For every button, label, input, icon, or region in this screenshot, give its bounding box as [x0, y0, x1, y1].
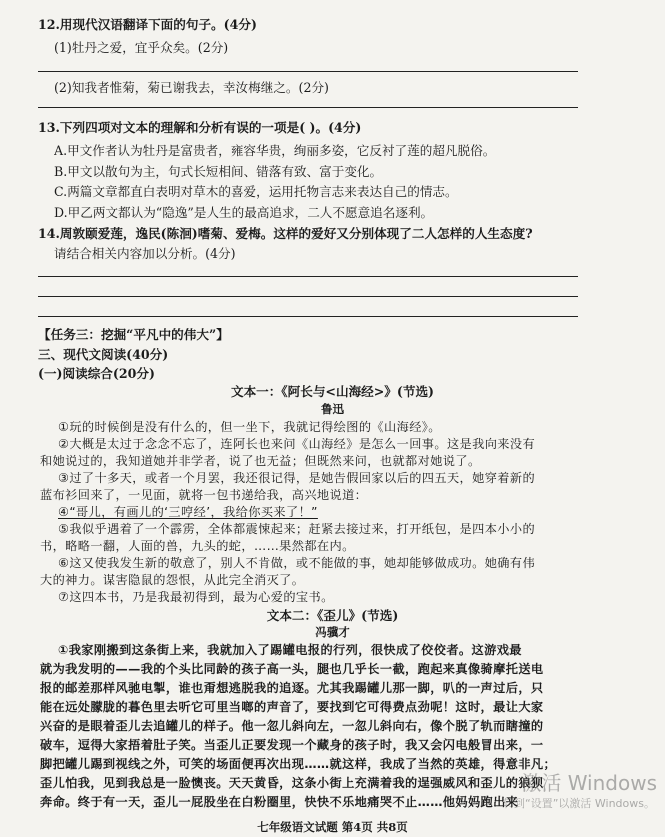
text2-line: 报的邮差那样风驰电掣，谁也甭想逃脱我的追逐。尤其我踢罐儿那一脚，叭的一声过后，只	[40, 681, 544, 695]
text1-line: 和她说过的，我知道她并非学者，说了也无益；但既然来问，也就都对她说了。	[40, 454, 481, 468]
answer-line	[38, 276, 578, 277]
text1-line: ⑤我似乎遇着了一个霹雳，全体都震悚起来；赶紧去接过来，打开纸包，是四本小小的	[58, 522, 536, 536]
text1-title: 文本一：《阿长与<山海经>》(节选)	[230, 384, 435, 399]
text1-line: 大的神力。谋害隐鼠的怨恨，从此完全消灭了。	[40, 573, 305, 587]
text1-line: ③过了十多天，或者一个月罢，我还很记得，是她告假回家以后的四五天，她穿着新的	[58, 471, 536, 485]
answer-line	[38, 71, 578, 72]
q12-stem: 12.用现代汉语翻译下面的句子。(4分)	[38, 17, 257, 32]
text2-line: 能在远处朦胧的暮色里去听它可里当啷的声音了，要找到它可得费点劲呢！这时，最让大家	[40, 700, 544, 714]
text1-line: ⑥这又使我发生新的敬意了，别人不肯做，或不能做的事，她却能够做成功。她确有伟	[58, 556, 536, 570]
text2-line: 歪儿怕我，见到我总是一脸懊丧。天天黄昏，这条小街上充满着我的逞强威风和歪儿的狼狈	[40, 776, 544, 790]
q14-stem-cont: 请结合相关内容加以分析。(4分)	[54, 246, 236, 261]
q13-option-d: D.甲乙两文都认为“隐逸”是人生的最高追求，二人不愿意追名逐利。	[54, 205, 434, 220]
text1-line: ④“哥儿，有画儿的‘三哼经’，我给你买来了！”	[58, 505, 318, 519]
q12-part1: (1)牡丹之爱，宜乎众矣。(2分)	[54, 40, 229, 55]
text2-line: 破车，逗得大家捂着肚子笑。当歪儿正要发现一个藏身的孩子时，我又会闪电般冒出来，一	[40, 738, 544, 752]
text2-line: 就为我发明的——我的个头比同龄的孩子高一头，腿也几乎长一截，跑起来真像骑摩托送电	[40, 662, 544, 676]
text2-line: 脚把罐儿踢到视线之外，可笑的场面便再次出现……就这样，我成了当然的英雄，得意非凡；	[40, 757, 557, 771]
text1-line: ②大概是太过于念念不忘了，连阿长也来问《山海经》是怎么一回事。这是我向来没有	[58, 437, 536, 451]
text2-line: ①我家刚搬到这条街上来，我就加入了踢罐电报的行列，很快成了佼佼者。这游戏最	[58, 643, 522, 657]
q14-stem: 14.周敦颐爱莲，逸民(陈洄)嗜菊、爱梅。这样的爱好又分别体现了二人怎样的人生态度?	[38, 226, 533, 241]
section-heading: 三、现代文阅读(40分)	[38, 347, 169, 362]
activation-watermark: 激活 Windows	[521, 771, 657, 795]
text1-line: ⑦这四本书，乃是我最初得到，最为心爱的宝书。	[58, 590, 334, 604]
text1-line: 书，略略一翻，人面的兽，九头的蛇，……果然都在内。	[40, 539, 355, 553]
text1-line: 蓝布衫回来了，一见面，就将一包书递给我，高兴地说道：	[40, 488, 368, 502]
page-footer: 七年级语文试题 第4页 共8页	[257, 820, 408, 834]
q13-option-c: C.两篇文章都直白表明对草木的喜爱，运用托物言志来表达自己的情志。	[54, 184, 458, 199]
q13-stem: 13.下列四项对文本的理解和分析有误的一项是( )。(4分)	[38, 120, 362, 135]
answer-line	[38, 296, 578, 297]
text2-line: 奔命。终于有一天，歪儿一屁股坐在白粉圈里，快快不乐地痛哭不止……他妈妈跑出来	[40, 795, 519, 809]
activation-watermark-subtitle: 转到“设置”以激活 Windows。	[503, 797, 655, 810]
q13-option-a: A.甲文作者认为牡丹是富贵者，雍容华贵，绚丽多姿，它反衬了莲的超凡脱俗。	[54, 143, 496, 158]
text2-line: 兴奋的是眼着歪儿去追罐儿的样子。他一忽儿斜向左，一忽儿斜向右，像个脱了轨而瞎撞的	[40, 719, 544, 733]
text1-line: ①玩的时候倒是没有什么的，但一坐下，我就记得绘图的《山海经》。	[58, 420, 441, 434]
subsection-heading: (一)阅读综合(20分)	[38, 366, 155, 381]
text2-author: 冯骥才	[315, 625, 350, 639]
answer-line	[38, 107, 578, 108]
text1-author: 鲁迅	[321, 402, 344, 416]
q12-part2: (2)知我者惟菊，菊已谢我去，幸汝梅继之。(2分)	[54, 80, 329, 95]
task-title: 【任务三：挖掘“平凡中的伟大”】	[38, 327, 229, 342]
answer-line	[38, 316, 578, 317]
text2-title: 文本二：《歪儿》(节选)	[266, 608, 399, 623]
q13-option-b: B.甲文以散句为主，句式长短相间、错落有致、富于变化。	[54, 164, 383, 179]
